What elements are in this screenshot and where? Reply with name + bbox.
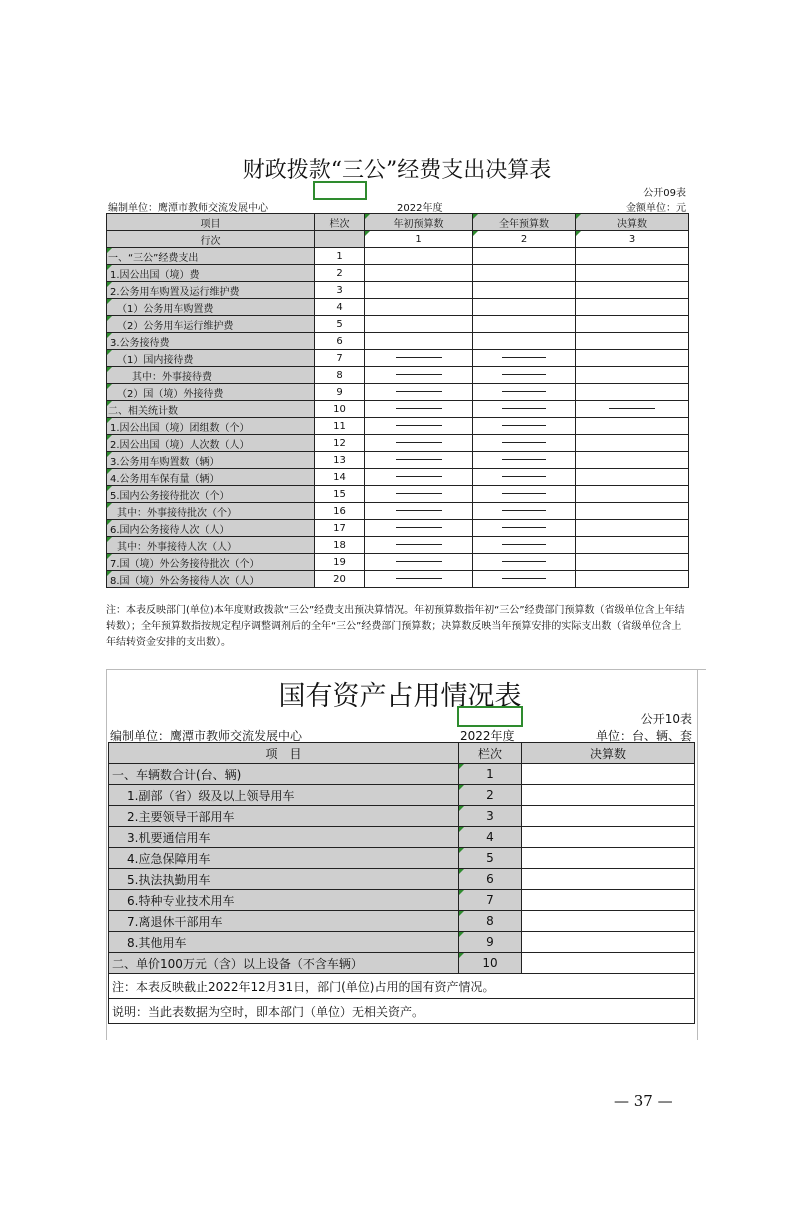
not-applicable-dash [502, 374, 546, 375]
table-row [107, 418, 689, 435]
final-amount-cell[interactable] [576, 299, 689, 316]
row-label: 7.国（境）外公务接待批次（个） [107, 554, 315, 571]
table1-unit: 金额单位：元 [626, 203, 686, 214]
not-applicable-dash [396, 544, 442, 545]
row-column-no: 12 [315, 435, 365, 452]
final-amount-cell[interactable] [576, 503, 689, 520]
final-amount-cell[interactable] [576, 435, 689, 452]
final-amount-cell[interactable] [522, 911, 695, 932]
annual-budget-cell[interactable] [473, 350, 576, 367]
row-column-no: 7 [459, 890, 522, 911]
final-amount-cell[interactable] [576, 333, 689, 350]
table-row [107, 452, 689, 469]
table1-header-row [107, 214, 689, 231]
table-row [107, 367, 689, 384]
final-amount-cell[interactable] [576, 248, 689, 265]
table-row [109, 764, 695, 785]
initial-budget-cell[interactable] [365, 265, 473, 282]
row-column-no: 2 [315, 265, 365, 282]
annual-budget-cell[interactable] [473, 486, 576, 503]
table1-note: 注：本表反映部门(单位)本年度财政拨款“三公”经费支出预决算情况。年初预算数指年初“三公”经费部门预算数（省级单位含上年结转数）；全年预算数指按规定程序调整调剂后的全年“三公”经费部门预算数；决算数反映当年预算安排的实际支出数（省级单位含上年结转资金安排的支出数）。 [106, 605, 685, 648]
page-number: — 37 — [614, 1092, 673, 1110]
row-label: 2.主要领导干部用车 [109, 806, 459, 827]
row-label: 8.国（境）外公务接待人次（人） [107, 571, 315, 588]
row-column-no: 9 [459, 932, 522, 953]
annual-budget-cell[interactable] [473, 333, 576, 350]
row-column-no: 15 [315, 486, 365, 503]
annual-budget-cell[interactable] [473, 452, 576, 469]
not-applicable-dash [396, 391, 442, 392]
table2-note1: 注：本表反映截止2022年12月31日，部门(单位)占用的国有资产情况。 [109, 974, 695, 999]
final-amount-cell[interactable] [576, 520, 689, 537]
annual-budget-cell[interactable] [473, 384, 576, 401]
not-applicable-dash [396, 374, 442, 375]
row-column-no: 8 [315, 367, 365, 384]
table-row [109, 869, 695, 890]
annual-budget-cell[interactable] [473, 401, 576, 418]
initial-budget-cell[interactable] [365, 537, 473, 554]
table-row [107, 401, 689, 418]
table-row [109, 806, 695, 827]
annual-budget-cell[interactable] [473, 367, 576, 384]
row-label: 4.公务用车保有量（辆） [107, 469, 315, 486]
final-amount-cell[interactable] [576, 367, 689, 384]
final-amount-cell[interactable] [522, 827, 695, 848]
annual-budget-cell[interactable] [473, 316, 576, 333]
cell-selection-box-2[interactable] [457, 706, 523, 727]
table2-unit: 单位：台、辆、套 [595, 729, 692, 743]
initial-budget-cell[interactable] [365, 435, 473, 452]
initial-budget-cell[interactable] [365, 520, 473, 537]
annual-budget-cell[interactable] [473, 265, 576, 282]
annual-budget-cell[interactable] [473, 248, 576, 265]
initial-budget-cell[interactable] [365, 486, 473, 503]
final-amount-cell[interactable] [576, 554, 689, 571]
initial-budget-cell[interactable] [365, 333, 473, 350]
table-row [107, 282, 689, 299]
row-label: 8.其他用车 [109, 932, 459, 953]
not-applicable-dash [502, 510, 546, 511]
not-applicable-dash [502, 408, 546, 409]
header-final-amount: 决算数 [576, 214, 689, 231]
row-column-no: 7 [315, 350, 365, 367]
three-public-expense-table [106, 213, 689, 588]
not-applicable-dash [502, 442, 546, 443]
row-column-no: 20 [315, 571, 365, 588]
header-column-no: 栏次 [459, 743, 522, 764]
row-label: （1）公务用车购置费 [107, 299, 315, 316]
annual-budget-cell[interactable] [473, 435, 576, 452]
row-label: 1.副部（省）级及以上领导用车 [109, 785, 459, 806]
row-label: （2）国（境）外接待费 [107, 384, 315, 401]
row-column-no: 13 [315, 452, 365, 469]
not-applicable-dash [502, 357, 546, 358]
final-amount-cell[interactable] [576, 316, 689, 333]
row-column-no: 19 [315, 554, 365, 571]
final-amount-cell[interactable] [522, 953, 695, 974]
row-column-no: 9 [315, 384, 365, 401]
not-applicable-dash [502, 425, 546, 426]
not-applicable-dash [396, 408, 442, 409]
row-column-no: 4 [459, 827, 522, 848]
table-row [109, 932, 695, 953]
initial-budget-cell[interactable] [365, 316, 473, 333]
subheader-col2: 2 [473, 231, 576, 248]
row-column-no: 14 [315, 469, 365, 486]
row-column-no: 11 [315, 418, 365, 435]
table-row [107, 520, 689, 537]
initial-budget-cell[interactable] [365, 350, 473, 367]
final-amount-cell[interactable] [576, 282, 689, 299]
not-applicable-dash [396, 357, 442, 358]
initial-budget-cell[interactable] [365, 367, 473, 384]
table-row [109, 953, 695, 974]
final-amount-cell[interactable] [576, 469, 689, 486]
not-applicable-dash [502, 391, 546, 392]
table-row [107, 248, 689, 265]
initial-budget-cell[interactable] [365, 384, 473, 401]
sheet-edge [697, 670, 698, 1040]
annual-budget-cell[interactable] [473, 520, 576, 537]
header-final-amount: 决算数 [522, 743, 695, 764]
row-column-no: 6 [459, 869, 522, 890]
row-label: （2）公务用车运行维护费 [107, 316, 315, 333]
not-applicable-dash [502, 544, 546, 545]
row-label: 2.公务用车购置及运行维护费 [107, 282, 315, 299]
final-amount-cell[interactable] [576, 265, 689, 282]
section-divider [106, 669, 706, 670]
not-applicable-dash [502, 476, 546, 477]
row-column-no: 2 [459, 785, 522, 806]
subheader-label: 行次 [107, 231, 315, 248]
not-applicable-dash [502, 459, 546, 460]
row-column-no: 5 [315, 316, 365, 333]
row-label: 6.国内公务接待人次（人） [107, 520, 315, 537]
row-column-no: 18 [315, 537, 365, 554]
subheader-blank [315, 231, 365, 248]
final-amount-cell[interactable] [576, 401, 689, 418]
table-row [109, 911, 695, 932]
table2-note2: 说明：当此表数据为空时，即本部门（单位）无相关资产。 [109, 999, 695, 1024]
annual-budget-cell[interactable] [473, 469, 576, 486]
table-row [107, 316, 689, 333]
table1-org: 编制单位：鹰潭市教师交流发展中心 [108, 203, 268, 214]
row-label: 其中：外事接待人次（人） [107, 537, 315, 554]
table-row [107, 486, 689, 503]
table-row [107, 333, 689, 350]
table1-title: 财政拨款“三公”经费支出决算表 [242, 158, 552, 183]
not-applicable-dash [396, 476, 442, 477]
final-amount-cell[interactable] [522, 869, 695, 890]
state-assets-table [108, 742, 695, 1024]
not-applicable-dash [396, 493, 442, 494]
row-label: 3.公务用车购置数（辆） [107, 452, 315, 469]
annual-budget-cell[interactable] [473, 299, 576, 316]
header-initial-budget: 年初预算数 [365, 214, 473, 231]
header-column-no: 栏次 [315, 214, 365, 231]
initial-budget-cell[interactable] [365, 571, 473, 588]
table2-form-no: 公开10表 [640, 712, 692, 726]
table-row [107, 469, 689, 486]
not-applicable-dash [396, 442, 442, 443]
row-column-no: 6 [315, 333, 365, 350]
row-column-no: 16 [315, 503, 365, 520]
row-column-no: 10 [315, 401, 365, 418]
not-applicable-dash [609, 408, 655, 409]
initial-budget-cell[interactable] [365, 299, 473, 316]
table1-year: 2022年度 [397, 203, 443, 214]
table2-header-row [109, 743, 695, 764]
row-label: 一、“三公”经费支出 [107, 248, 315, 265]
table-row [107, 299, 689, 316]
header-item: 项 目 [109, 743, 459, 764]
table-row [107, 503, 689, 520]
row-label: 1.因公出国（境）团组数（个） [107, 418, 315, 435]
final-amount-cell[interactable] [576, 452, 689, 469]
row-column-no: 1 [459, 764, 522, 785]
row-label: 4.应急保障用车 [109, 848, 459, 869]
not-applicable-dash [502, 493, 546, 494]
annual-budget-cell[interactable] [473, 554, 576, 571]
initial-budget-cell[interactable] [365, 282, 473, 299]
table1-form-no: 公开09表 [643, 188, 686, 199]
final-amount-cell[interactable] [576, 418, 689, 435]
table-row [109, 827, 695, 848]
not-applicable-dash [502, 578, 546, 579]
table-row [107, 435, 689, 452]
row-label: 二、单价100万元（含）以上设备（不含车辆） [109, 953, 459, 974]
final-amount-cell[interactable] [576, 350, 689, 367]
final-amount-cell[interactable] [522, 848, 695, 869]
initial-budget-cell[interactable] [365, 418, 473, 435]
table-row [107, 350, 689, 367]
final-amount-cell[interactable] [576, 571, 689, 588]
table2-org: 编制单位：鹰潭市教师交流发展中心 [110, 729, 303, 743]
row-label: 3.机要通信用车 [109, 827, 459, 848]
row-column-no: 5 [459, 848, 522, 869]
header-annual-budget: 全年预算数 [473, 214, 576, 231]
row-label: 二、相关统计数 [107, 401, 315, 418]
row-column-no: 1 [315, 248, 365, 265]
annual-budget-cell[interactable] [473, 503, 576, 520]
table-row [107, 384, 689, 401]
final-amount-cell[interactable] [576, 384, 689, 401]
final-amount-cell[interactable] [576, 486, 689, 503]
final-amount-cell[interactable] [522, 764, 695, 785]
header-item: 项目 [107, 214, 315, 231]
annual-budget-cell[interactable] [473, 282, 576, 299]
annual-budget-cell[interactable] [473, 537, 576, 554]
table-row [107, 554, 689, 571]
subheader-col1: 1 [365, 231, 473, 248]
row-label: 3.公务接待费 [107, 333, 315, 350]
table2-note-row [109, 974, 695, 999]
subheader-col3: 3 [576, 231, 689, 248]
table-row [107, 571, 689, 588]
row-label: 5.国内公务接待批次（个） [107, 486, 315, 503]
not-applicable-dash [396, 561, 442, 562]
initial-budget-cell[interactable] [365, 503, 473, 520]
sheet-edge [106, 670, 107, 1040]
row-column-no: 8 [459, 911, 522, 932]
row-label: 其中：外事接待批次（个） [107, 503, 315, 520]
final-amount-cell[interactable] [522, 806, 695, 827]
table2-explain-row [109, 999, 695, 1024]
row-column-no: 17 [315, 520, 365, 537]
initial-budget-cell[interactable] [365, 401, 473, 418]
table-row [109, 785, 695, 806]
not-applicable-dash [396, 510, 442, 511]
row-column-no: 3 [315, 282, 365, 299]
table-row [107, 265, 689, 282]
initial-budget-cell[interactable] [365, 248, 473, 265]
row-label: 6.特种专业技术用车 [109, 890, 459, 911]
row-column-no: 4 [315, 299, 365, 316]
table1-subheader-row [107, 231, 689, 248]
initial-budget-cell[interactable] [365, 452, 473, 469]
row-label: （1）国内接待费 [107, 350, 315, 367]
not-applicable-dash [502, 527, 546, 528]
row-label: 1.因公出国（境）费 [107, 265, 315, 282]
table-row [107, 537, 689, 554]
row-label: 5.执法执勤用车 [109, 869, 459, 890]
table2-year: 2022年度 [460, 729, 515, 743]
annual-budget-cell[interactable] [473, 571, 576, 588]
row-label: 一、车辆数合计(台、辆) [109, 764, 459, 785]
initial-budget-cell[interactable] [365, 554, 473, 571]
not-applicable-dash [396, 527, 442, 528]
not-applicable-dash [396, 425, 442, 426]
final-amount-cell[interactable] [522, 890, 695, 911]
final-amount-cell[interactable] [576, 537, 689, 554]
table-row [109, 890, 695, 911]
not-applicable-dash [396, 459, 442, 460]
row-column-no: 10 [459, 953, 522, 974]
table-row [109, 848, 695, 869]
initial-budget-cell[interactable] [365, 469, 473, 486]
row-label: 其中：外事接待费 [107, 367, 315, 384]
cell-selection-box[interactable] [313, 181, 367, 200]
annual-budget-cell[interactable] [473, 418, 576, 435]
row-label: 2.因公出国（境）人次数（人） [107, 435, 315, 452]
row-label: 7.离退休干部用车 [109, 911, 459, 932]
final-amount-cell[interactable] [522, 785, 695, 806]
table2-title: 国有资产占用情况表 [278, 681, 522, 712]
row-column-no: 3 [459, 806, 522, 827]
final-amount-cell[interactable] [522, 932, 695, 953]
not-applicable-dash [396, 578, 442, 579]
not-applicable-dash [502, 561, 546, 562]
